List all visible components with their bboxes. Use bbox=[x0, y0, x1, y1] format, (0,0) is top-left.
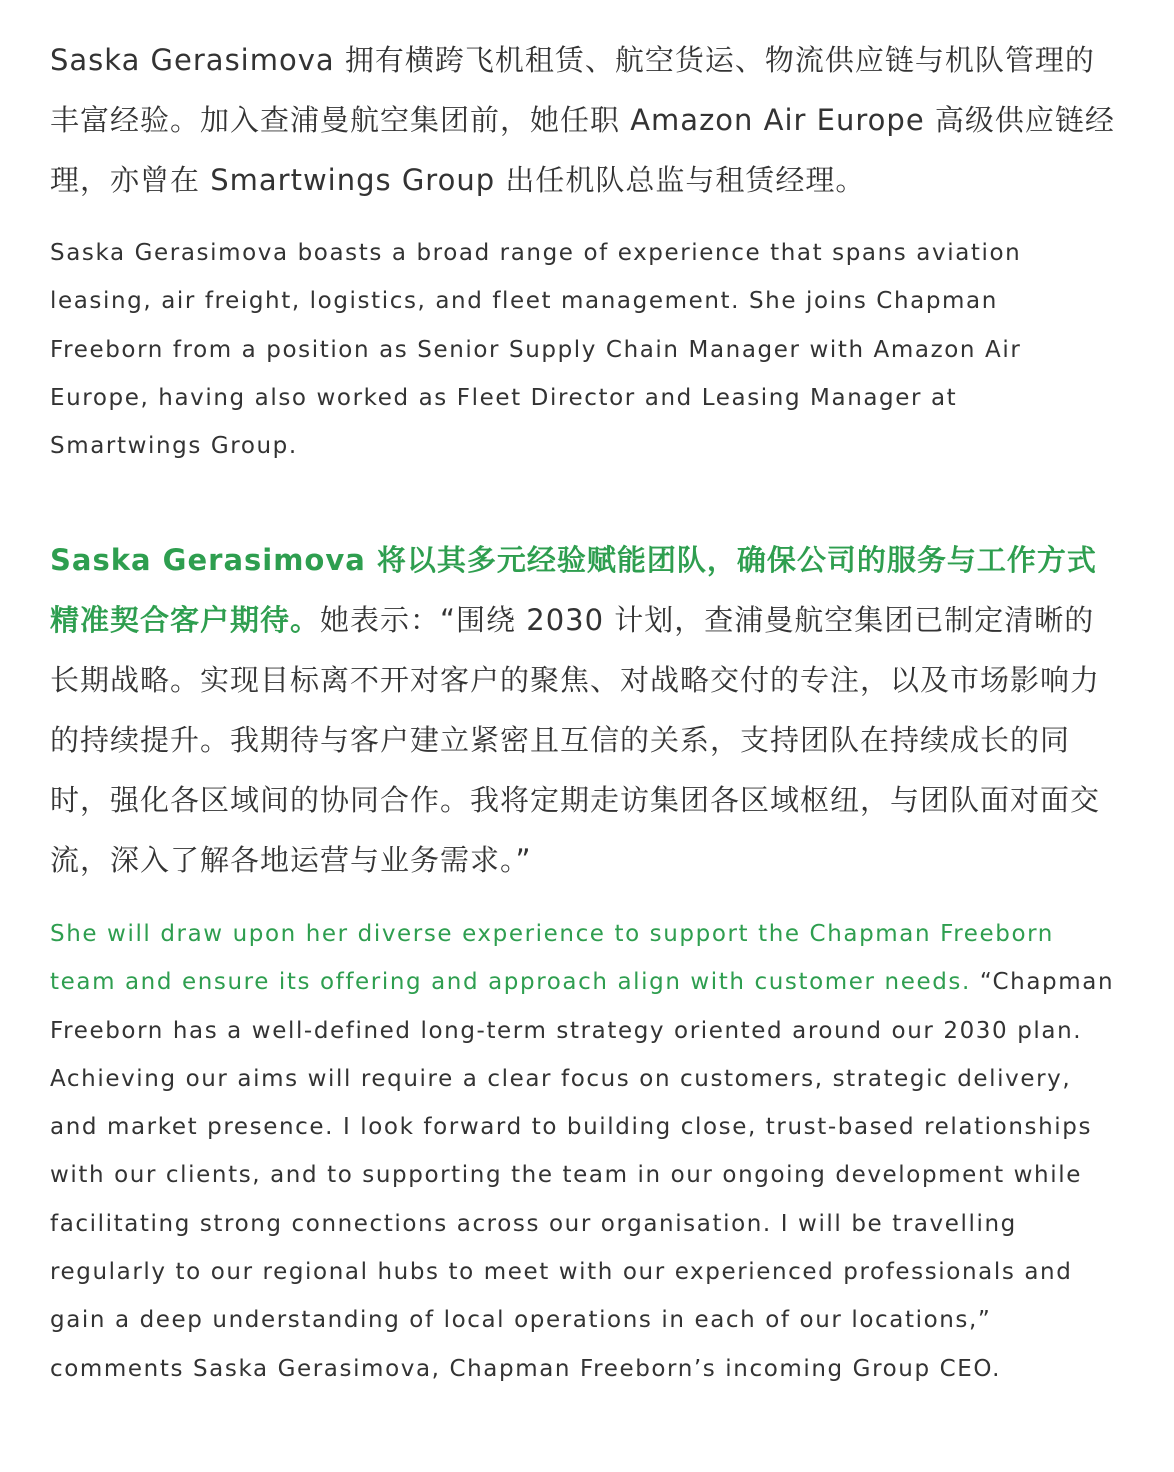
paragraph-2-chinese-highlight: Saska Gerasimova 将以其多元经验赋能团队，确保公司的服务与工作方式精准契合客户期待。 bbox=[50, 543, 1097, 637]
paragraph-2-chinese-quote: 她表示：“围绕 2030 计划，查浦曼航空集团已制定清晰的长期战略。实现目标离不开对客户的聚焦、对战略交付的专注，以及市场影响力的持续提升。我期待与客户建立紧密且互信的关系，支持团队在持续成长的同时，强化各区域间的协同合作。我将定期走访集团各区域枢纽，与团队面对面交流，深入了解各地运营与业务需求。” bbox=[50, 603, 1101, 877]
paragraph-2-english-highlight: She will draw upon her diverse experience to support the Chapman Freeborn team and ensure its offering and approach align with customer needs. bbox=[50, 921, 1054, 996]
paragraph-2-english bbox=[50, 910, 1124, 1393]
paragraph-2-chinese bbox=[50, 530, 1124, 890]
paragraph-1-english: Saska Gerasimova boasts a broad range of experience that spans aviation leasing, air freight, logistics, and fleet management. She joins Chapman Freeborn from a position as Senior Supply Chain Manager with Amazon Air Europe, having also worked as Fleet Director and Leasing Manager at Smartwings Group. bbox=[50, 240, 1022, 460]
paragraph-1-chinese: Saska Gerasimova 拥有横跨飞机租赁、航空货运、物流供应链与机队管理的丰富经验。加入查浦曼航空集团前，她任职 Amazon Air Europe 高级供应链经理，亦曾在 Smartwings Group 出任机队总监与租赁经理。 bbox=[50, 43, 1115, 197]
paragraph-2-english-quote: “Chapman Freeborn has a well-defined long-term strategy oriented around our 2030 plan. Achieving our aims will require a clear focus on customers, strategic delivery, and market presence. I look forward to building close, trust-based relationships with our clients, and to supporting the team in our ongoing development while facilitating strong connections across our organisation. I will be travelling regularly to our regional hubs to meet with our experienced professionals and gain a deep understanding of local operations in each of our locations,” comments Saska Gerasimova, Chapman Freeborn’s incoming Group CEO. bbox=[50, 969, 1115, 1382]
